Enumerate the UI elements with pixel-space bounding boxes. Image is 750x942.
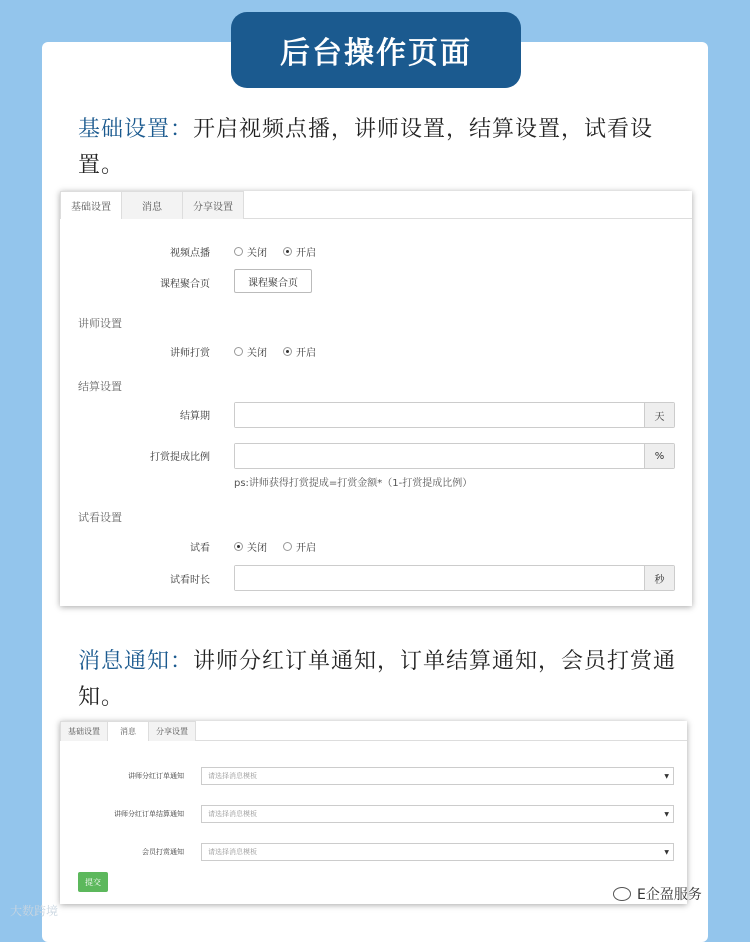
radio-checked-icon[interactable] <box>234 542 243 551</box>
select-placeholder: 请选择消息模板 <box>208 848 257 856</box>
trial-duration-input[interactable] <box>235 566 644 590</box>
teacher-tip-label: 讲师打赏 <box>170 348 210 359</box>
tip-ratio-label: 打赏提成比例 <box>150 452 210 463</box>
tip-off-option[interactable] <box>234 344 267 359</box>
watermark-right <box>613 884 702 904</box>
trial-section-title: 试看设置 <box>78 511 122 524</box>
chevron-down-icon: ▼ <box>664 849 669 856</box>
radio-label: 关闭 <box>247 348 267 359</box>
video-on-demand-radio-group <box>234 244 326 259</box>
settings-tabs <box>60 191 692 219</box>
section1-description <box>78 112 698 184</box>
radio-checked-icon[interactable] <box>283 347 292 356</box>
trial-duration-label: 试看时长 <box>170 575 210 586</box>
radio-checked-icon[interactable] <box>283 247 292 256</box>
tab-messages[interactable]: 消息 <box>107 721 149 741</box>
settlement-period-label: 结算期 <box>180 411 210 422</box>
select-placeholder: 请选择消息模板 <box>208 772 257 780</box>
trial-radio-group <box>234 539 326 554</box>
radio-label: 开启 <box>296 543 316 554</box>
radio-label: 关闭 <box>247 543 267 554</box>
section2-text: 讲师分红订单通知，订单结算通知，会员打赏通知。 <box>78 649 677 710</box>
video-off-option[interactable] <box>234 244 267 259</box>
chevron-down-icon: ▼ <box>664 773 669 780</box>
teacher-tip-radio-group <box>234 344 326 359</box>
radio-icon[interactable] <box>234 247 243 256</box>
member-tip-label: 会员打赏通知 <box>142 848 184 856</box>
trial-duration-field <box>234 565 675 591</box>
settlement-section-title: 结算设置 <box>78 380 122 393</box>
radio-label: 开启 <box>296 248 316 259</box>
submit-button[interactable]: 提交 <box>78 872 108 892</box>
message-panel <box>60 721 687 904</box>
select-placeholder: 请选择消息模板 <box>208 810 257 818</box>
page-title: 后台操作页面 <box>231 12 521 88</box>
wechat-icon <box>613 887 631 901</box>
video-on-demand-label: 视频点播 <box>170 248 210 259</box>
watermark-left: 大数跨境 <box>10 904 59 918</box>
teacher-section-title: 讲师设置 <box>78 317 122 330</box>
settlement-period-field <box>234 402 675 428</box>
tab-share-settings[interactable]: 分享设置 <box>182 191 244 219</box>
radio-icon[interactable] <box>234 347 243 356</box>
section1-text: 开启视频点播，讲师设置，结算设置，试看设置。 <box>78 117 654 178</box>
tab-messages[interactable]: 消息 <box>121 191 183 219</box>
trial-off-option[interactable] <box>234 539 267 554</box>
tip-ratio-field <box>234 443 675 469</box>
settings-panel <box>60 191 692 606</box>
tab-basic-settings[interactable]: 基础设置 <box>60 721 108 741</box>
seconds-unit-addon: 秒 <box>644 566 674 590</box>
message-tabs <box>60 721 687 741</box>
radio-icon[interactable] <box>283 542 292 551</box>
video-on-option[interactable] <box>283 244 316 259</box>
teacher-dividend-settle-label: 讲师分红订单结算通知 <box>114 810 184 818</box>
day-unit-addon: 天 <box>644 403 674 427</box>
teacher-dividend-settle-select[interactable] <box>201 805 674 823</box>
percent-unit-addon: % <box>644 444 674 468</box>
chevron-down-icon: ▼ <box>664 811 669 818</box>
teacher-dividend-order-label: 讲师分红订单通知 <box>128 772 184 780</box>
radio-label: 开启 <box>296 348 316 359</box>
trial-label: 试看 <box>190 543 210 554</box>
section1-heading: 基础设置： <box>78 117 194 142</box>
teacher-dividend-order-select[interactable] <box>201 767 674 785</box>
tip-on-option[interactable] <box>283 344 316 359</box>
tab-basic-settings[interactable]: 基础设置 <box>60 191 122 219</box>
trial-on-option[interactable] <box>283 539 316 554</box>
tip-ratio-hint: ps:讲师获得打赏提成=打赏金额*（1-打赏提成比例） <box>234 478 473 489</box>
course-page-button[interactable]: 课程聚合页 <box>234 269 312 293</box>
radio-label: 关闭 <box>247 248 267 259</box>
section2-heading: 消息通知： <box>78 649 194 674</box>
watermark-right-text: E企盈服务 <box>637 887 702 903</box>
course-page-label: 课程聚合页 <box>160 279 210 290</box>
settlement-period-input[interactable] <box>235 403 644 427</box>
section2-description <box>78 644 698 716</box>
member-tip-select[interactable] <box>201 843 674 861</box>
tab-share-settings[interactable]: 分享设置 <box>148 721 196 741</box>
tip-ratio-input[interactable] <box>235 444 644 468</box>
